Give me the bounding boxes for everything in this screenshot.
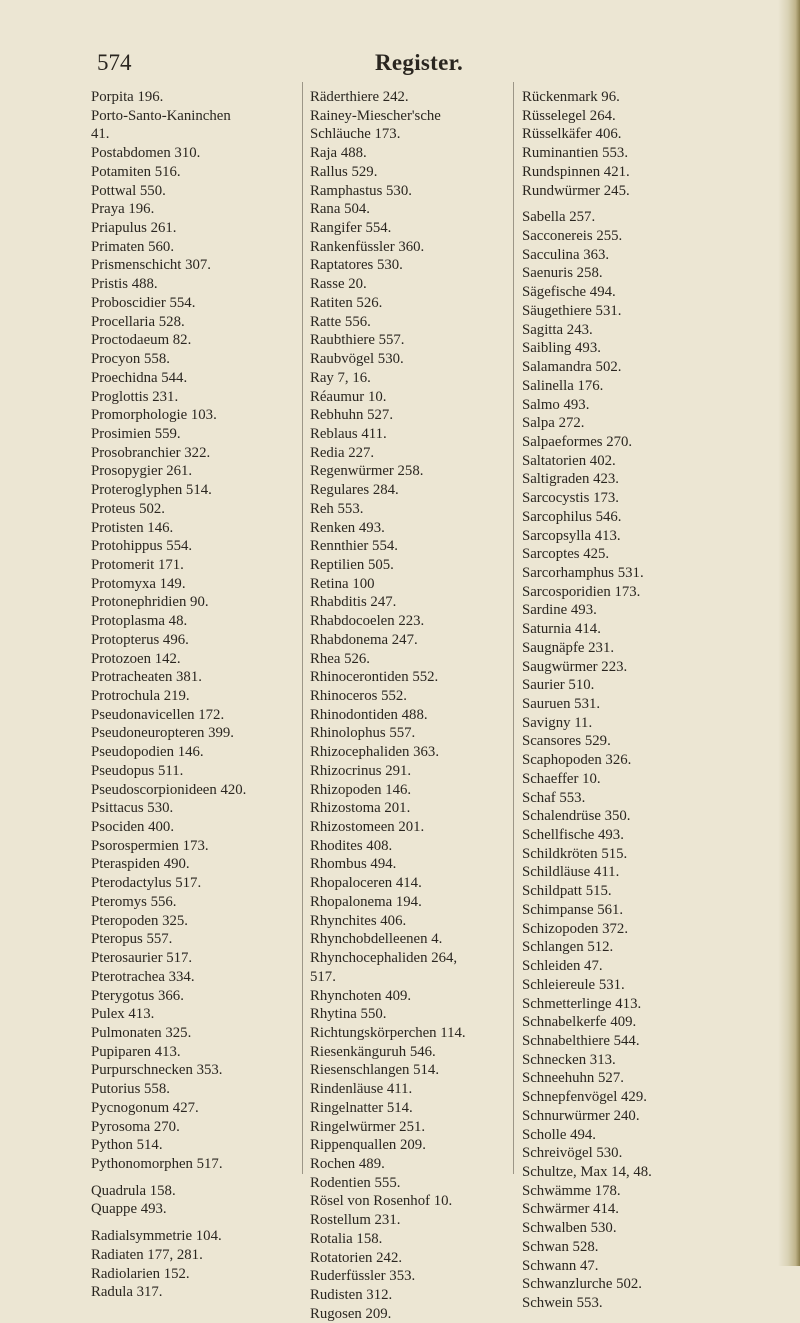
- index-entry: Rana 504.: [310, 201, 370, 218]
- index-entry: Schleiereule 531.: [522, 976, 625, 993]
- index-entry: Sagitta 243.: [522, 321, 593, 338]
- index-entry: Protomerit 171.: [91, 556, 184, 573]
- index-entry: Rhynchites 406.: [310, 912, 407, 929]
- index-entry: Rhizostomeen 201.: [310, 819, 425, 836]
- index-entry: Rückenmark 96.: [522, 89, 620, 105]
- index-entry: Rüsselegel 264.: [522, 107, 616, 124]
- index-entry: Salpaeformes 270.: [522, 433, 633, 450]
- index-entry: Protohippus 554.: [91, 538, 193, 555]
- index-entry: Schwein 553.: [522, 1295, 603, 1311]
- column-divider: [513, 82, 514, 1174]
- index-entry: Rhopalonema 194.: [310, 893, 422, 910]
- index-entry: Rhopaloceren 414.: [310, 875, 422, 892]
- index-entry: Rhizocephaliden 363.: [310, 744, 440, 761]
- page-header: [0, 50, 800, 80]
- index-entry: Priapulus 261.: [91, 220, 177, 237]
- index-entry: Protozoen 142.: [91, 650, 181, 667]
- index-entry: Schwalben 530.: [522, 1220, 617, 1237]
- index-entry: Scansores 529.: [522, 733, 611, 750]
- index-entry: Ruderfüssler 353.: [310, 1268, 416, 1285]
- index-entry: Protonephridien 90.: [91, 594, 209, 611]
- index-entry: Schizopoden 372.: [522, 920, 629, 937]
- index-entry: Protracheaten 381.: [91, 669, 202, 686]
- index-entry: Pseudoscorpionideen 420.: [91, 781, 247, 798]
- index-entry: Protomyxa 149.: [91, 575, 186, 592]
- index-entry: Proechidna 544.: [91, 369, 188, 386]
- index-entry: Ramphastus 530.: [310, 182, 412, 199]
- index-entry: Prosobranchier 322.: [91, 444, 211, 461]
- index-entry: Schläuche 173.: [310, 126, 401, 143]
- index-entry: Sarcopsylla 413.: [522, 527, 621, 544]
- index-entry: Scholle 494.: [522, 1126, 596, 1143]
- index-entry: Raubvögel 530.: [310, 351, 404, 368]
- index-entry: Reh 553.: [310, 500, 364, 517]
- index-entry: Pulex 413.: [91, 1006, 155, 1023]
- index-entry: Schnabelthiere 544.: [522, 1032, 640, 1049]
- index-entry: 41.: [91, 126, 110, 143]
- index-entry: Sarcoptes 425.: [522, 546, 610, 563]
- index-entry: Rudisten 312.: [310, 1287, 393, 1303]
- index-entry: Rundspinnen 421.: [522, 163, 630, 180]
- index-entry: Praya 196.: [91, 201, 155, 218]
- index-entry: Réaumur 10.: [310, 388, 387, 405]
- index-entry: Pteropus 557.: [91, 931, 173, 948]
- index-entry: Protisten 146.: [91, 519, 174, 536]
- index-entry: Proteus 502.: [91, 500, 165, 517]
- index-entry: Riesenschlangen 514.: [310, 1062, 440, 1079]
- index-entry: Rhynchocephaliden 264,: [310, 950, 458, 967]
- index-entry: Rhodites 408.: [310, 837, 393, 854]
- index-entry: Rhinolophus 557.: [310, 725, 416, 742]
- index-entry: Ratte 556.: [310, 313, 371, 330]
- index-entry: Rhinocerontiden 552.: [310, 669, 439, 686]
- index-entry: Pteromys 556.: [91, 893, 177, 910]
- index-entry: Protrochula 219.: [91, 688, 190, 704]
- index-entry: Schmetterlinge 413.: [522, 995, 642, 1012]
- index-entry: Python 514.: [91, 1137, 163, 1154]
- index-entry: Rhabdonema 247.: [310, 631, 418, 648]
- index-entry: Schreivögel 530.: [522, 1145, 623, 1162]
- index-entry: Prosopygier 261.: [91, 463, 193, 480]
- index-entry: Rindenläuse 411.: [310, 1081, 413, 1098]
- index-entry: Radula 317.: [91, 1284, 163, 1301]
- index-entry: Postabdomen 310.: [91, 145, 201, 162]
- index-entry: Pseudopus 511.: [91, 762, 184, 779]
- index-entry: Rotalia 158.: [310, 1230, 383, 1247]
- index-entry: Rasse 20.: [310, 276, 367, 293]
- index-entry: Ratiten 526.: [310, 294, 383, 311]
- index-entry: Salpa 272.: [522, 415, 585, 432]
- index-entry: Schaeffer 10.: [522, 770, 601, 787]
- index-entry: Pterotrachea 334.: [91, 968, 195, 985]
- index-entry: Sauruen 531.: [522, 696, 601, 712]
- index-entry: Salamandra 502.: [522, 359, 622, 376]
- index-entry: Säugethiere 531.: [522, 302, 622, 319]
- index-entry: Ray 7, 16.: [310, 369, 371, 386]
- index-entry: Salinella 176.: [522, 377, 604, 394]
- column-divider: [302, 82, 303, 1174]
- index-entry: Schwämme 178.: [522, 1182, 621, 1199]
- index-entry: Saugnäpfe 231.: [522, 639, 615, 656]
- index-entry: Reptilien 505.: [310, 556, 394, 573]
- page-edge-shadow: [778, 0, 800, 1266]
- index-entry: Rhizopoden 146.: [310, 781, 412, 798]
- index-entry: Schwan 528.: [522, 1238, 599, 1255]
- index-entry: Pyrosoma 270.: [91, 1118, 180, 1135]
- index-entry: Redia 227.: [310, 444, 375, 461]
- index-entry: Pycnogonum 427.: [91, 1099, 199, 1116]
- index-entry: Schalendrüse 350.: [522, 808, 631, 825]
- index-entry: Sabella 257.: [522, 209, 596, 226]
- running-head: Register.: [375, 50, 464, 75]
- index-entry: Schnecken 313.: [522, 1051, 616, 1068]
- index-entry: Regenwürmer 258.: [310, 463, 424, 480]
- index-entry: Rippenquallen 209.: [310, 1137, 426, 1154]
- index-entry: Schwanzlurche 502.: [522, 1276, 642, 1293]
- index-entry: Prismenschicht 307.: [91, 257, 212, 274]
- index-entry: Rhizostoma 201.: [310, 800, 411, 817]
- index-entry: Proglottis 231.: [91, 388, 179, 405]
- index-entry: Pottwal 550.: [91, 182, 166, 199]
- index-entry: Rangifer 554.: [310, 220, 392, 237]
- index-entry: Schnabelkerfe 409.: [522, 1014, 637, 1031]
- index-entry: Schwann 47.: [522, 1257, 599, 1274]
- index-entry: Putorius 558.: [91, 1081, 170, 1098]
- index-entry: Saibling 493.: [522, 340, 601, 357]
- index-entry: Ringelnatter 514.: [310, 1099, 413, 1116]
- index-entry: Rodentien 555.: [310, 1174, 401, 1191]
- index-entry: Rallus 529.: [310, 163, 378, 180]
- index-entry: Rebhuhn 527.: [310, 407, 394, 424]
- index-entry: Promorphologie 103.: [91, 407, 217, 424]
- index-entry: Pterodactylus 517.: [91, 875, 202, 892]
- index-entry: Primaten 560.: [91, 238, 175, 255]
- index-entry: Rhizocrinus 291.: [310, 762, 412, 779]
- index-entry: Saenuris 258.: [522, 265, 603, 282]
- index-entry: Räderthiere 242.: [310, 89, 409, 105]
- index-entry: Renken 493.: [310, 519, 385, 536]
- index-entry: Scaphopoden 326.: [522, 752, 632, 769]
- index-entry: Rennthier 554.: [310, 538, 398, 555]
- index-entry: Sardine 493.: [522, 602, 597, 619]
- index-entry: Rankenfüssler 360.: [310, 238, 425, 255]
- index-entry: Quappe 493.: [91, 1201, 167, 1218]
- index-entry: Rhynchoten 409.: [310, 987, 412, 1004]
- index-entry: Rhynchobdelleenen 4.: [310, 931, 443, 948]
- index-entry: Pseudoneuropteren 399.: [91, 725, 235, 742]
- index-entry: Schneehuhn 527.: [522, 1070, 624, 1087]
- index-entry: Ruminantien 553.: [522, 145, 629, 162]
- index-entry: Richtungskörperchen 114.: [310, 1024, 466, 1041]
- index-entry: Proctodaeum 82.: [91, 332, 192, 349]
- index-column-2: [310, 88, 466, 1323]
- index-entry: Rüsselkäfer 406.: [522, 126, 622, 143]
- index-entry: Rhombus 494.: [310, 856, 397, 873]
- index-entry: Rundwürmer 245.: [522, 182, 630, 199]
- index-entry: Psorospermien 173.: [91, 837, 209, 854]
- index-entry: Protopterus 496.: [91, 631, 189, 648]
- index-entry: Radialsymmetrie 104.: [91, 1228, 222, 1245]
- index-entry: Schultze, Max 14, 48.: [522, 1163, 652, 1180]
- index-entry: Schimpanse 561.: [522, 901, 624, 918]
- index-entry: Schildpatt 515.: [522, 883, 612, 900]
- index-entry: Sarcorhamphus 531.: [522, 564, 644, 581]
- index-entry: Saltigraden 423.: [522, 471, 619, 488]
- index-entry: Schellfische 493.: [522, 827, 624, 844]
- index-entry: Rösel von Rosenhof 10.: [310, 1193, 453, 1210]
- index-entry: Riesenkänguruh 546.: [310, 1043, 436, 1060]
- index-entry: 517.: [310, 968, 336, 985]
- index-entry: Pteraspiden 490.: [91, 856, 190, 873]
- index-entry: Rochen 489.: [310, 1155, 385, 1172]
- index-entry: Rainey-Miescher'sche: [310, 107, 441, 124]
- index-entry: Psociden 400.: [91, 819, 175, 836]
- index-entry: Sägefische 494.: [522, 284, 616, 301]
- index-entry: Ringelwürmer 251.: [310, 1118, 426, 1135]
- index-entry: Sacconereis 255.: [522, 228, 623, 245]
- index-entry: Pseudopodien 146.: [91, 744, 204, 761]
- index-entry: Saturnia 414.: [522, 621, 601, 638]
- index-entry: Sarcosporidien 173.: [522, 583, 641, 600]
- index-entry: Pterygotus 366.: [91, 987, 184, 1004]
- index-entry: Saurier 510.: [522, 677, 595, 694]
- index-entry: Rugosen 209.: [310, 1305, 392, 1322]
- index-entry: Pulmonaten 325.: [91, 1024, 192, 1041]
- index-entry: Proboscidier 554.: [91, 294, 196, 311]
- index-entry: Radiolarien 152.: [91, 1265, 190, 1282]
- index-entry: Rhabdocoelen 223.: [310, 613, 425, 630]
- index-entry: Saugwürmer 223.: [522, 658, 628, 675]
- index-entry: Rhea 526.: [310, 650, 370, 667]
- index-entry: Schnurwürmer 240.: [522, 1107, 640, 1124]
- index-entry: Rhabditis 247.: [310, 594, 397, 611]
- index-column-1: [91, 88, 246, 1302]
- index-entry: Pterosaurier 517.: [91, 950, 193, 967]
- index-entry: Pristis 488.: [91, 276, 158, 293]
- index-entry: Rostellum 231.: [310, 1212, 401, 1229]
- index-entry: Prosimien 559.: [91, 425, 181, 442]
- index-entry: Quadrula 158.: [91, 1182, 176, 1199]
- index-column-3: [522, 88, 652, 1313]
- index-entry: Pupiparen 413.: [91, 1043, 181, 1060]
- index-entry: Reblaus 411.: [310, 425, 387, 442]
- index-entry: Radiaten 177, 281.: [91, 1246, 203, 1263]
- page-number: 574: [97, 50, 132, 75]
- index-entry: Schlangen 512.: [522, 939, 614, 956]
- index-entry: Pythonomorphen 517.: [91, 1155, 223, 1172]
- index-entry: Rotatorien 242.: [310, 1249, 403, 1266]
- index-entry: Pteropoden 325.: [91, 912, 188, 929]
- index-entry: Procyon 558.: [91, 351, 170, 368]
- index-entry: Raja 488.: [310, 145, 367, 162]
- index-entry: Sarcophilus 546.: [522, 508, 622, 525]
- index-entry: Schildkröten 515.: [522, 845, 628, 862]
- index-entry: Rhytina 550.: [310, 1006, 387, 1023]
- index-entry: Schwärmer 414.: [522, 1201, 619, 1218]
- index-entry: Saltatorien 402.: [522, 452, 616, 469]
- index-entry: Porpita 196.: [91, 89, 164, 105]
- index-entry: Schleiden 47.: [522, 958, 603, 975]
- index-entry: Procellaria 528.: [91, 313, 185, 330]
- index-entry: Purpurschnecken 353.: [91, 1062, 223, 1079]
- index-entry: Raubthiere 557.: [310, 332, 405, 349]
- index-entry: Rhinoceros 552.: [310, 688, 407, 704]
- index-entry: Raptatores 530.: [310, 257, 403, 274]
- index-entry: Protoplasma 48.: [91, 613, 188, 630]
- index-entry: Porto-Santo-Kaninchen: [91, 107, 231, 124]
- index-entry: Sarcocystis 173.: [522, 490, 619, 507]
- index-entry: Schildläuse 411.: [522, 864, 620, 881]
- index-entry: Sacculina 363.: [522, 246, 610, 263]
- index-entry: Schnepfenvögel 429.: [522, 1089, 647, 1106]
- index-entry: Schaf 553.: [522, 789, 586, 806]
- index-entry: Proteroglyphen 514.: [91, 482, 212, 499]
- index-entry: Regulares 284.: [310, 482, 399, 499]
- index-entry: Potamiten 516.: [91, 163, 181, 180]
- index-entry: Psittacus 530.: [91, 800, 174, 817]
- index-entry: Retina 100: [310, 575, 375, 592]
- index-entry: Pseudonavicellen 172.: [91, 706, 225, 723]
- index-entry: Salmo 493.: [522, 396, 590, 413]
- index-entry: Rhinodontiden 488.: [310, 706, 428, 723]
- index-entry: Savigny 11.: [522, 714, 593, 731]
